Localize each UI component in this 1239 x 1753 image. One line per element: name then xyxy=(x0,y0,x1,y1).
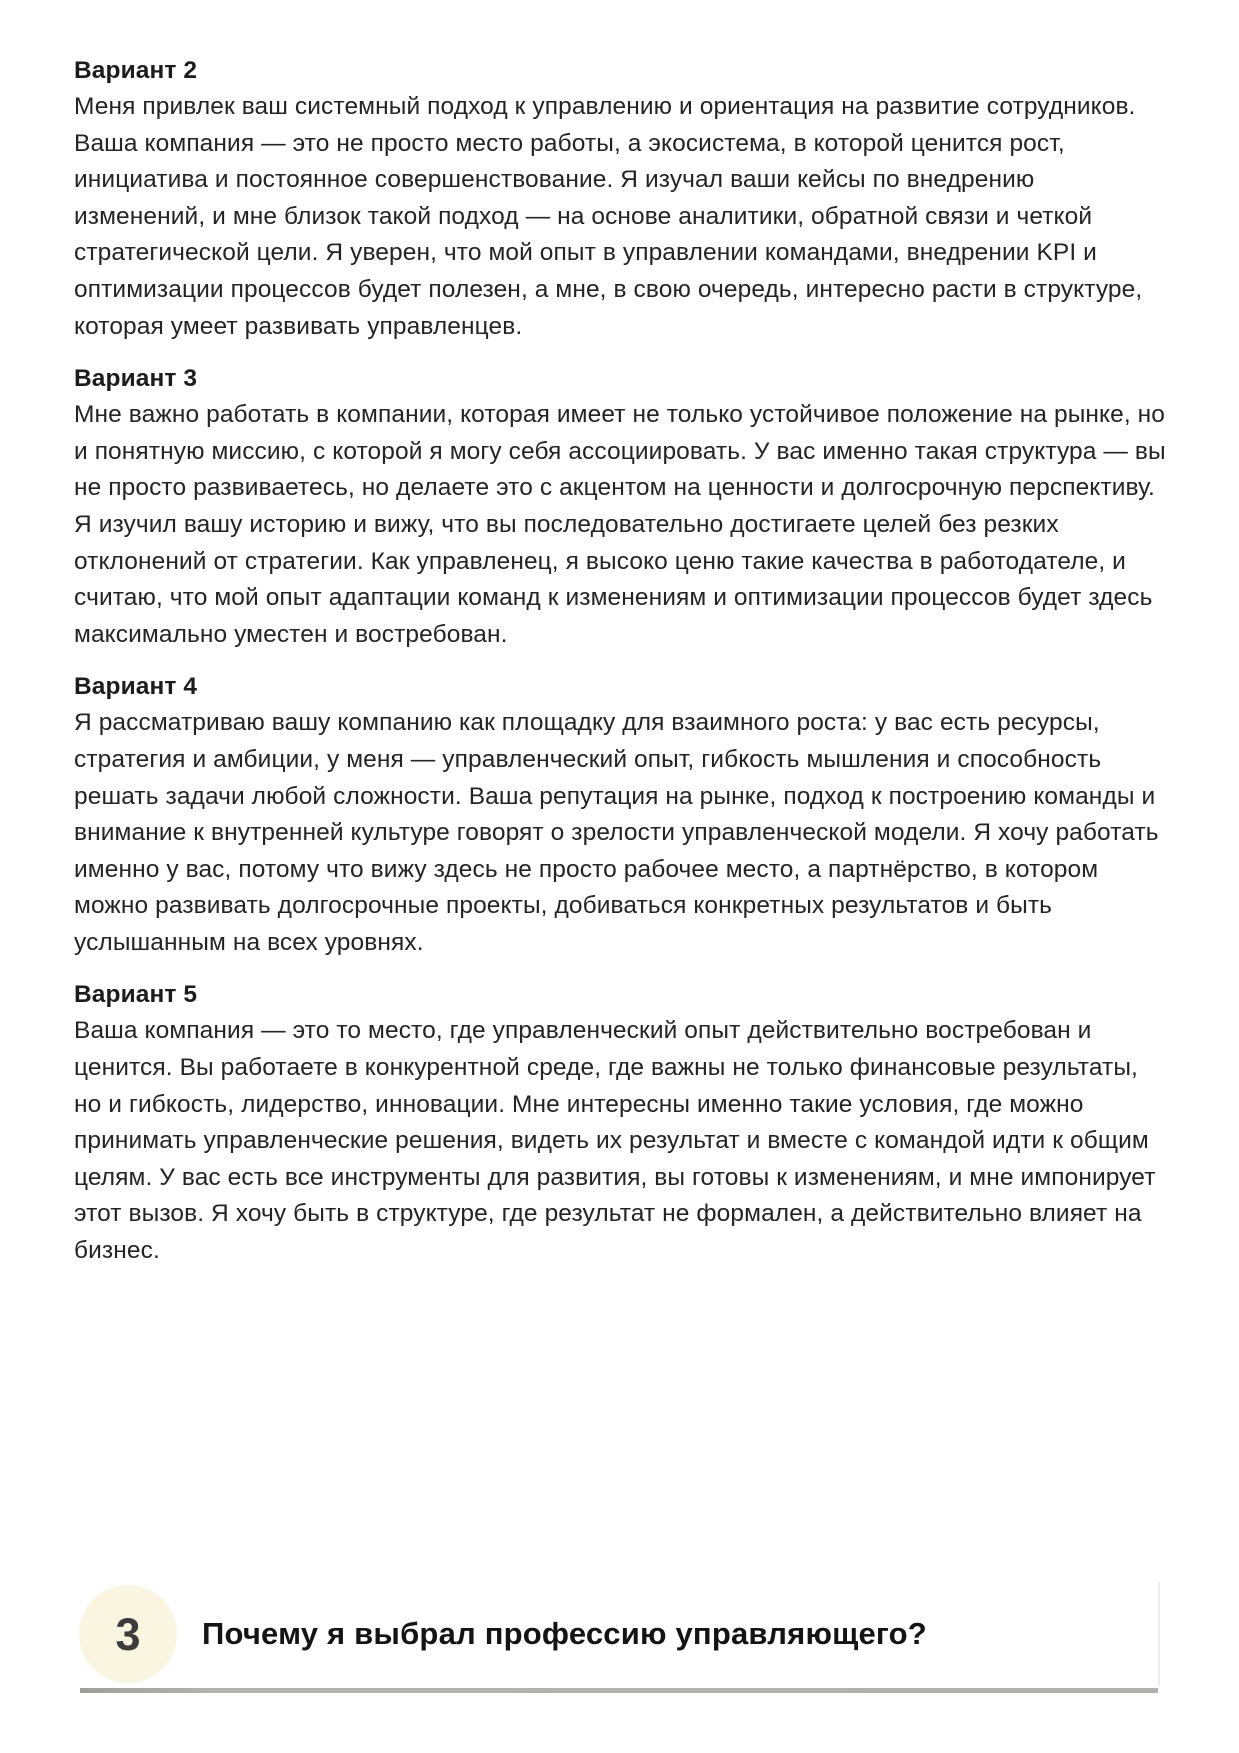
chapter-title: Почему я выбрал профессию управляющего? xyxy=(202,1616,927,1651)
variant-section-5 xyxy=(74,976,1168,1269)
variant-paragraph: Мне важно работать в компании, которая имеет не только устойчивое положение на рынке, но и понятную миссию, с которой я могу себя ассоциировать. У вас именно такая структура — вы не просто развиваетесь, но делаете это с акцентом на ценности и долгосрочную перспективу. Я изучил вашу историю и вижу, что вы последовательно достигаете целей без резких отклонений от стратегии. Как управленец, я высоко ценю такие качества в работодателе, и считаю, что мой опыт адаптации команд к изменениям и оптимизации процессов будет здесь максимально уместен и востребован. xyxy=(74,401,1166,648)
chapter-number-badge xyxy=(79,1585,177,1683)
variant-paragraph: Ваша компания — это то место, где управленческий опыт действительно востребован и ценится. Вы работаете в конкурентной среде, где важны не только финансовые результаты, но и гибкость, лидерство, инновации. Мне интересны именно такие условия, где можно принимать управленческие решения, видеть их результат и вместе с командой идти к общим целям. У вас есть все инструменты для развития, вы готовы к изменениям, и мне импонирует этот вызов. Я хочу быть в структуре, где результат не формален, а действительно влияет на бизнес. xyxy=(74,1017,1156,1265)
variant-heading: Вариант 4 xyxy=(74,673,198,701)
document-content xyxy=(74,52,1168,1285)
variant-section-2 xyxy=(74,52,1168,345)
chapter-header-card xyxy=(79,1582,1160,1686)
variant-section-4 xyxy=(74,668,1168,961)
variant-section-3 xyxy=(74,360,1168,653)
header-divider xyxy=(80,1688,1158,1693)
variant-paragraph: Меня привлек ваш системный подход к управлению и ориентация на развитие сотрудников. Ваша компания — это не просто место работы, а экосистема, в которой ценится рост, инициатива и постоянное совершенствование. Я изучал ваши кейсы по внедрению изменений, и мне близок такой подход — на основе аналитики, обратной связи и четкой стратегической цели. Я уверен, что мой опыт в управлении командами, внедрении KPI и оптимизации процессов будет полезен, а мне, в свою очередь, интересно расти в структуре, которая умеет развивать управленцев. xyxy=(74,93,1143,340)
variant-paragraph: Я рассматриваю вашу компанию как площадку для взаимного роста: у вас есть ресурсы, стратегия и амбиции, у меня — управленческий опыт, гибкость мышления и способность решать задачи любой сложности. Ваша репутация на рынке, подход к построению команды и внимание к внутренней культуре говорят о зрелости управленческой модели. Я хочу работать именно у вас, потому что вижу здесь не просто рабочее место, а партнёрство, в котором можно развивать долгосрочные проекты, добиваться конкретных результатов и быть услышанным на всех уровнях. xyxy=(74,709,1159,956)
variant-heading: Вариант 5 xyxy=(74,981,198,1009)
variant-heading: Вариант 3 xyxy=(74,365,198,393)
variant-heading: Вариант 2 xyxy=(74,57,198,84)
chapter-number: 3 xyxy=(115,1608,141,1660)
